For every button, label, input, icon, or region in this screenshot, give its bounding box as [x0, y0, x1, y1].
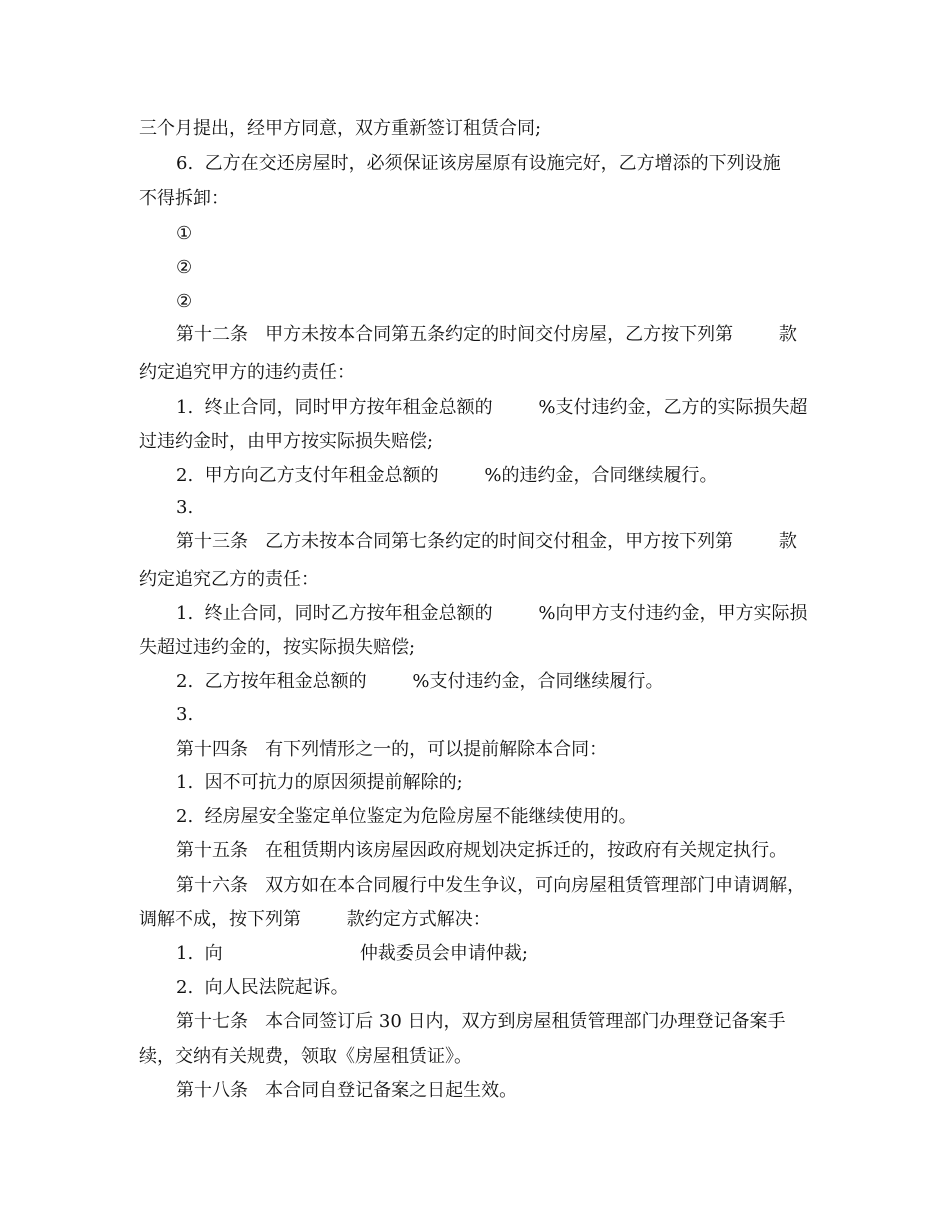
article-15-heading: 第十五条 在租赁期内该房屋因政府规划决定拆迁的，按政府有关规定执行。 [176, 840, 788, 861]
circled-number-item: ② [176, 257, 193, 278]
article-17-heading: 第十七条 本合同签订后 30 日内，双方到房屋租赁管理部门办理登记备案手 [176, 1011, 786, 1032]
text-line: 1. 向 仲裁委员会申请仲裁; [176, 943, 529, 964]
circled-number-item: ① [176, 223, 193, 244]
text-line: 2. 向人民法院起诉。 [176, 977, 349, 998]
text-line: 1. 终止合同，同时甲方按年租金总额的 %支付违约金，乙方的实际损失超 [176, 397, 808, 418]
text-line: 三个月提出，经甲方同意，双方重新签订租赁合同; [139, 118, 542, 139]
article-18-heading: 第十八条 本合同自登记备案之日起生效。 [176, 1080, 518, 1101]
text-line: 1. 终止合同，同时乙方按年租金总额的 %向甲方支付违约金，甲方实际损 [176, 603, 808, 624]
text-line: 过违约金时，由甲方按实际损失赔偿; [139, 431, 434, 452]
text-line: 2. 经房屋安全鉴定单位鉴定为危险房屋不能继续使用的。 [176, 806, 637, 827]
text-line: 1. 因不可抗力的原因须提前解除的; [176, 772, 463, 793]
text-line: 2. 甲方向乙方支付年租金总额的 %的违约金，合同继续履行。 [176, 465, 718, 486]
text-line: 3. [176, 704, 194, 725]
article-13-heading: 第十三条 乙方未按本合同第七条约定的时间交付租金，甲方按下列第 款 [176, 531, 797, 552]
text-line: 2. 乙方按年租金总额的 %支付违约金，合同继续履行。 [176, 671, 664, 692]
text-line: 3. [176, 497, 194, 518]
circled-number-item: ② [176, 291, 193, 312]
text-line: 约定追究乙方的责任： [139, 569, 319, 590]
text-line: 约定追究甲方的违约责任： [139, 362, 355, 383]
article-14-heading: 第十四条 有下列情形之一的，可以提前解除本合同： [176, 739, 608, 760]
article-16-heading: 第十六条 双方如在本合同履行中发生争议，可向房屋租赁管理部门申请调解， [176, 875, 806, 896]
article-12-heading: 第十二条 甲方未按本合同第五条约定的时间交付房屋，乙方按下列第 款 [176, 324, 797, 345]
text-line: 失超过违约金的，按实际损失赔偿; [139, 637, 416, 658]
text-line: 续，交纳有关规费，领取《房屋租赁证》。 [139, 1046, 472, 1067]
text-line: 调解不成，按下列第 款约定方式解决： [139, 909, 491, 930]
text-line: 6. 乙方在交还房屋时，必须保证该房屋原有设施完好，乙方增添的下列设施 [176, 153, 781, 174]
text-line: 不得拆卸： [139, 188, 229, 209]
